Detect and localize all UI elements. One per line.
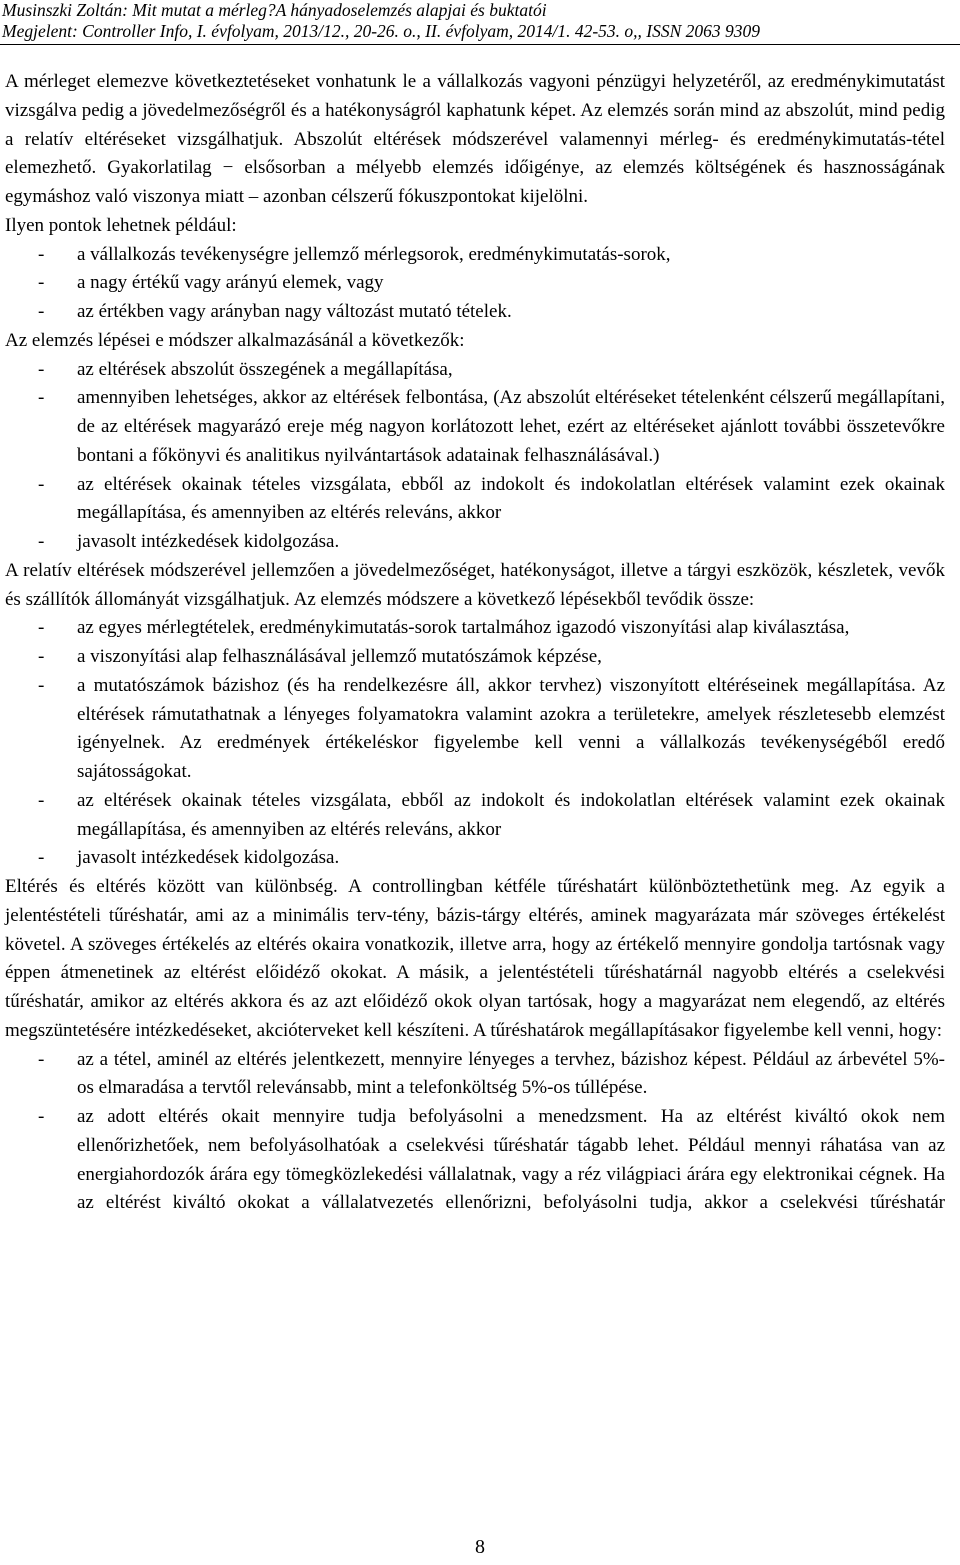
list-dash: - (38, 301, 45, 322)
list-item (5, 1103, 945, 1218)
list-item (5, 844, 945, 873)
list-item (5, 672, 945, 787)
header-citation-source: Megjelent: Controller Info, I. évfolyam, 2013/12., 20-26. o., II. évfolyam, 2014/1. 42-53. o,, ISSN 2063 9309 (2, 21, 761, 41)
list-item-text: az a tétel, aminél az eltérés jelentkezett, mennyire lényeges a tervhez, bázishoz képest. Például az árbevétel 5%-os elmaradása a tervtől relevánsabb, mint a telefonköltség 5%-os túllépése. (77, 1048, 945, 1099)
absolute-steps-list (5, 356, 945, 557)
list-item (5, 614, 945, 643)
list-dash: - (38, 531, 45, 552)
list-item (5, 787, 945, 845)
list-item (5, 298, 945, 327)
paragraph-absolute-steps: Az elemzés lépései e módszer alkalmazásánál a következők: (5, 329, 465, 351)
list-item-text: az eltérések okainak tételes vizsgálata, ebből az indokolt és indokolatlan eltérések valamint ezek okainak megállapítása, és amennyiben az eltérés releváns, akkor (77, 473, 945, 524)
running-header (0, 0, 960, 45)
list-item (5, 384, 945, 470)
list-item (5, 1046, 945, 1104)
document-body (5, 68, 945, 1218)
list-item (5, 471, 945, 529)
list-item-text: az értékben vagy arányban nagy változást mutató tételek. (77, 301, 512, 322)
list-item-text: javasolt intézkedések kidolgozása. (77, 847, 340, 869)
list-item-text: a mutatószámok bázishoz (és ha rendelkezésre áll, akkor tervhez) viszonyított eltéréseinek megállapítása. Az eltérések rámutathatnak a lényeges folyamatokra valamint azokra a területekre, amelyek részletesebb elemzést igényelnek. Az eredmények értékeléskor figyelembe kell venni a vállalkozás tevékenységéből eredő sajátosságokat. (77, 674, 945, 782)
list-item-text: a viszonyítási alap felhasználásával jellemző mutatószámok képzése, (77, 646, 602, 667)
focus-points-list (5, 241, 945, 327)
list-dash: - (38, 387, 45, 409)
list-item-text: a vállalkozás tevékenységre jellemző mérlegsorok, eredménykimutatás-sorok, (77, 243, 671, 265)
list-item-text: az egyes mérlegtételek, eredménykimutatás-sorok tartalmához igazodó viszonyítási alap kiválasztása, (77, 617, 850, 639)
list-dash: - (38, 1048, 45, 1070)
page-number: 8 (475, 1536, 485, 1558)
list-item (5, 643, 945, 672)
list-dash: - (38, 789, 45, 811)
list-item (5, 241, 945, 270)
list-item (5, 356, 945, 385)
list-dash: - (38, 243, 45, 265)
list-dash: - (38, 473, 45, 495)
list-item-text: az adott eltérés okait mennyire tudja befolyásolni a menedzsment. Ha az eltérést kiváltó okok nem ellenőrizhetőek, nem befolyásolhatóak a cselekvési tűréshatár tágabb lehet. Például mennyi ráhatása van az energiahordozók árára egy tömegközlekedési vállalatnak, vagy a réz világpiaci árára egy elektronikai cégnek. Ha az eltérést kiváltó okokat a vállalatvezetés ellenőrizni, befolyásolni tudja, akkor a cselekvési tűréshatár (77, 1106, 945, 1214)
list-dash: - (38, 272, 45, 294)
relative-steps-list (5, 614, 945, 873)
list-item-text: javasolt intézkedések kidolgozása. (77, 531, 340, 552)
paragraph-intro: A mérleget elemezve következtetéseket vonhatunk le a vállalkozás vagyoni pénzügyi helyzetéről, az eredménykimutatást vizsgálva pedig a jövedelmezőségről és a hatékonyságról kaphatunk képet. Az elemzés során mind az abszolút, mind pedig a relatív eltéréseket vizsgálhatjuk. Abszolút eltérések módszerével valamennyi mérleg- és eredménykimutatás-tétel elemezhető. Gyakorlatilag − elsősorban a mélyebb elemzés időigénye, az elemzés költségének és hasznosságának egymáshoz való viszonya miatt – azonban célszerű fókuszpontokat kijelölni. (5, 71, 945, 207)
paragraph-tolerance: Eltérés és eltérés között van különbség. A controllingban kétféle tűréshatárt különböztethetünk meg. Az egyik a jelentéstételi tűréshatár, ami az a minimális terv-tény, bázis-tárgy eltérés, aminek magyarázata már szöveges értékelést követel. A szöveges értékelés az eltérés okaira vonatkozik, illetve arra, hogy az értékelő mennyire gondolja tartósnak vagy éppen átmenetinek az eltérést előidéző okokat. A másik, a jelentéstételi tűréshatárnál nagyobb eltérés a cselekvési tűréshatár, amikor az eltérés akkora és az azt előidéző okok olyan tartósak, hogy a magyarázat nem elegendő, az eltérés megszüntetésére intézkedéseket, akcióterveket kell készíteni. A tűréshatárok megállapításakor figyelembe kell venni, hogy: (5, 876, 945, 1041)
tolerance-list (5, 1046, 945, 1219)
list-item-text: az eltérések abszolút összegének a megállapítása, (77, 358, 453, 380)
paragraph-focus-points: Ilyen pontok lehetnek például: (5, 214, 237, 236)
list-item (5, 528, 945, 557)
list-item-text: az eltérések okainak tételes vizsgálata, ebből az indokolt és indokolatlan eltérések valamint ezek okainak megállapítása, és amennyiben az eltérés releváns, akkor (77, 789, 945, 840)
list-dash: - (38, 1106, 45, 1127)
list-dash: - (38, 617, 45, 639)
list-item-text: amennyiben lehetséges, akkor az eltérések felbontása, (Az abszolút eltéréseket tételenként célszerű megállapítani, de az eltérések magyarázó ereje még nagyon korlátozott lehet, ezért az eltéréseket ajánlott további összetevőkre bontani a főkönyvi és analitikus nyilvántartások adatainak felhasználásával.) (77, 387, 945, 466)
list-dash: - (38, 358, 45, 380)
list-dash: - (38, 847, 45, 869)
list-item (5, 269, 945, 298)
list-dash: - (38, 646, 45, 667)
header-citation-title: Musinszki Zoltán: Mit mutat a mérleg?A hányadoselemzés alapjai és buktatói (2, 0, 547, 20)
list-item-text: a nagy értékű vagy arányú elemek, vagy (77, 272, 384, 294)
list-dash: - (38, 674, 45, 696)
paragraph-relative-method: A relatív eltérések módszerével jellemzően a jövedelmezőséget, hatékonyságot, illetve a tárgyi eszközök, készletek, vevők és szállítók állományát vizsgálhatjuk. Az elemzés módszere a következő lépésekből tevődik össze: (5, 559, 945, 610)
